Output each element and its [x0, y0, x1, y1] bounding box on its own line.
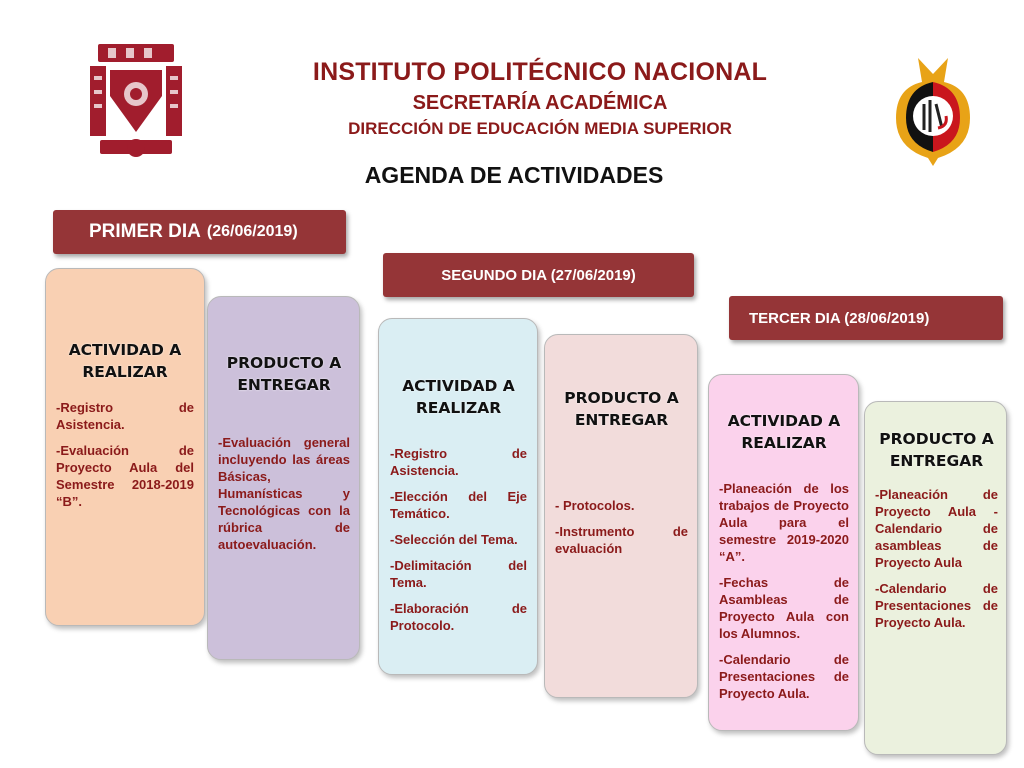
card-item: -Elección del Eje Temático. [390, 489, 527, 521]
card-item: - Protocolos. [555, 498, 635, 513]
card-day1-activity [45, 268, 205, 626]
card-item: -Calendario de Presentaciones de Proyecto Aula. [719, 652, 849, 701]
card-item: -Planeación de Proyecto Aula -Calendario de asambleas de Proyecto Aula [875, 487, 998, 570]
card-heading: ACTIVIDAD A REALIZAR [402, 377, 515, 417]
card-heading: PRODUCTO A ENTREGAR [879, 430, 994, 470]
agenda-title: AGENDA DE ACTIVIDADES [364, 162, 664, 188]
institution-title: INSTITUTO POLITÉCNICO NACIONAL [312, 58, 768, 86]
card-item: -Calendario de Presentaciones de Proyecto Aula. [875, 581, 998, 630]
card-item: -Evaluación de Proyecto Aula del Semestre 2018-2019 “B”. [56, 443, 194, 509]
card-item: -Evaluación general incluyendo las áreas Básicas, Humanísticas y Tecnológicas con la rúbrica de autoevaluación. [218, 435, 350, 552]
ipn-logo [80, 36, 192, 166]
card-item: -Registro de Asistencia. [390, 446, 527, 478]
direction-subtitle: DIRECCIÓN DE EDUCACIÓN MEDIA SUPERIOR [348, 119, 732, 138]
day-date: (26/06/2019) [206, 223, 298, 240]
card-heading: ACTIVIDAD A REALIZAR [68, 341, 182, 381]
day-banner-second: SEGUNDO DIA (27/06/2019) [383, 253, 694, 297]
card-item: -Instrumento de evaluación [555, 524, 688, 556]
card-item: -Fechas de Asambleas de Proyecto Aula con los Alumnos. [719, 575, 849, 641]
card-day2-activity [378, 318, 538, 675]
card-item: -Registro de Asistencia. [56, 400, 194, 432]
card-item: -Planeación de los trabajos de Proyecto Aula para el semestre 2019-2020 “A”. [719, 481, 849, 564]
card-day3-product [864, 401, 1007, 755]
day-banner-first [53, 210, 346, 254]
card-day2-product [544, 334, 698, 698]
card-day3-activity [708, 374, 859, 731]
secretariat-subtitle: SECRETARÍA ACADÉMICA [412, 92, 668, 114]
ipn-seal-icon [80, 36, 192, 166]
card-item: -Selección del Tema. [390, 532, 518, 547]
card-item: -Delimitación del Tema. [390, 558, 527, 590]
dems-logo [878, 48, 988, 178]
day-banner-third: TERCER DIA (28/06/2019) [729, 296, 1003, 340]
card-heading: PRODUCTO A ENTREGAR [226, 354, 342, 394]
card-day1-product [207, 296, 360, 660]
card-heading: ACTIVIDAD A REALIZAR [727, 412, 841, 452]
card-item: -Elaboración de Protocolo. [390, 601, 527, 633]
dems-emblem-icon [878, 48, 988, 178]
card-heading: PRODUCTO A ENTREGAR [564, 389, 679, 429]
day-name: PRIMER DIA [89, 221, 201, 242]
